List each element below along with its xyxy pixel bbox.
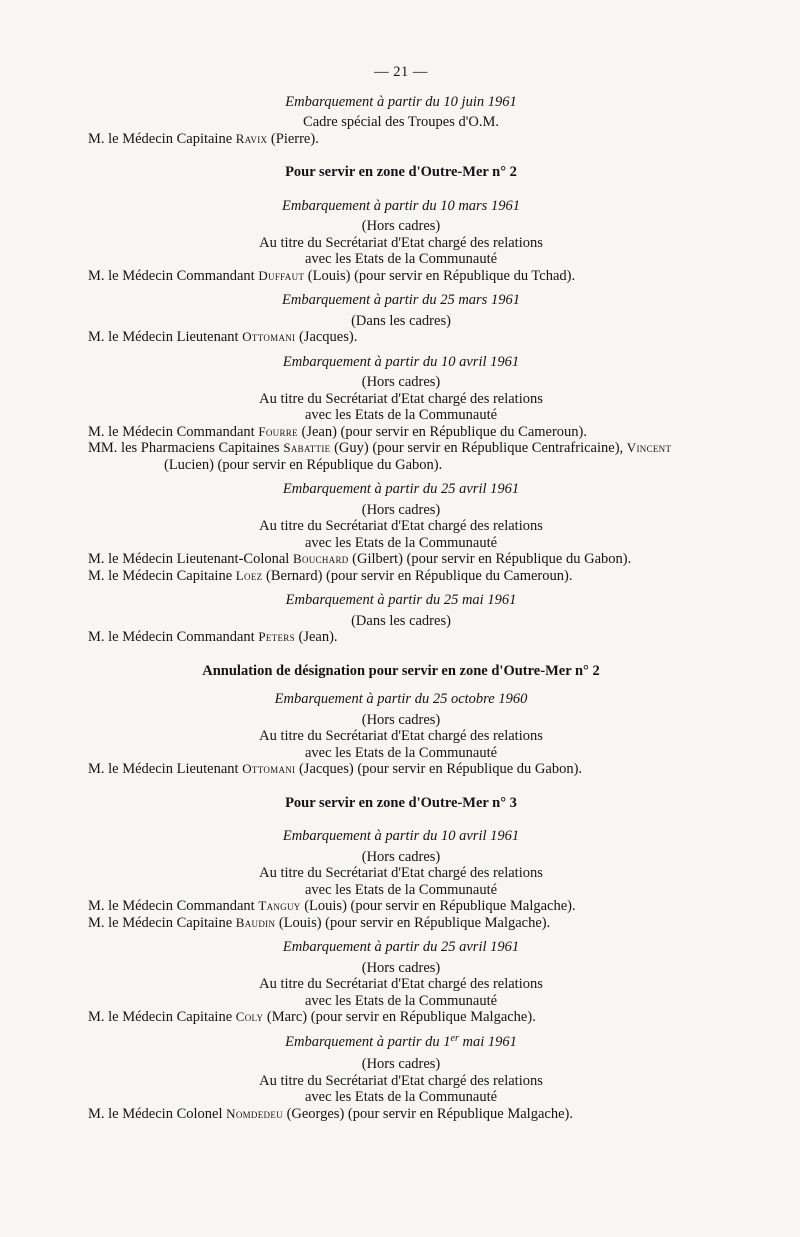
- personnel-entry: M. le Médecin Lieutenant Ottomani (Jacques) (pour servir en République du Gabon).: [88, 761, 583, 777]
- cadre-label: Cadre spécial des Troupes d'O.M.: [303, 114, 499, 130]
- personnel-entry: M. le Médecin Commandant Tanguy (Louis) (pour servir en République Malgache).: [88, 898, 576, 914]
- secretariat-line: Au titre du Secrétariat d'Etat chargé des relations: [259, 390, 543, 407]
- section-heading: Annulation de désignation pour servir en zone d'Outre-Mer n° 2: [202, 662, 600, 679]
- cadre-status: (Hors cadres): [361, 959, 441, 976]
- embarkation-heading: Embarquement à partir du 10 juin 1961: [285, 93, 517, 110]
- document-page: [88, 64, 714, 1122]
- embarkation-heading: Embarquement à partir du 10 mars 1961: [282, 197, 520, 214]
- cadre-status: (Hors cadres): [361, 374, 441, 390]
- surname: Ottomani: [242, 329, 296, 344]
- surname: Ravix: [235, 130, 268, 146]
- secretariat-line: Au titre du Secrétariat d'Etat chargé des relations: [259, 728, 543, 744]
- personnel-entry: M. le Médecin Commandant Duffaut (Louis) (pour servir en République du Tchad).: [88, 267, 576, 284]
- surname: Duffaut: [258, 267, 305, 283]
- embarkation-heading: Embarquement à partir du 25 avril 1961: [282, 481, 520, 497]
- personnel-entry: M. le Médecin Capitaine Ravix (Pierre).: [88, 130, 319, 147]
- personnel-entry: M. le Médecin Capitaine Loez (Bernard) (pour servir en République du Cameroun).: [88, 567, 573, 584]
- surname: Nomdedeu: [226, 1105, 283, 1121]
- communaute-line: avec les Etats de la Communauté: [304, 407, 498, 423]
- surname: Tanguy: [258, 898, 301, 913]
- cadre-status: (Hors cadres): [361, 711, 441, 728]
- communaute-line: avec les Etats de la Communauté: [304, 744, 498, 761]
- embarkation-heading: Embarquement à partir du 25 octobre 1960: [274, 691, 528, 707]
- personnel-entry: M. le Médecin Commandant Peters (Jean).: [88, 629, 338, 645]
- surname: Peters: [258, 629, 295, 644]
- embarkation-heading: Embarquement à partir du 10 avril 1961: [282, 353, 520, 370]
- secretariat-line: Au titre du Secrétariat d'Etat chargé des relations: [259, 976, 543, 992]
- communaute-line: avec les Etats de la Communauté: [304, 992, 498, 1009]
- cadre-status: (Dans les cadres): [351, 612, 451, 629]
- personnel-entry: M. le Médecin Capitaine Coly (Marc) (pour servir en République Malgache).: [88, 1009, 536, 1025]
- personnel-entry: M. le Médecin Colonel Nomdedeu (Georges) (pour servir en République Malgache).: [88, 1105, 573, 1122]
- cadre-status: (Dans les cadres): [351, 312, 451, 329]
- cadre-status: (Hors cadres): [361, 1056, 441, 1072]
- cadre-status: (Hors cadres): [361, 848, 441, 865]
- surname: Sabattie: [283, 440, 331, 455]
- embarkation-heading: Embarquement à partir du 1er mai 1961: [285, 1032, 517, 1050]
- surname: Ottomani: [242, 761, 296, 776]
- embarkation-heading: Embarquement à partir du 25 mars 1961: [282, 292, 520, 308]
- surname: Bouchard: [292, 551, 349, 566]
- surname: Fourre: [258, 423, 298, 439]
- communaute-line: avec les Etats de la Communauté: [304, 881, 498, 898]
- page-number: — 21 —: [374, 64, 428, 80]
- section-heading: Pour servir en zone d'Outre-Mer n° 3: [285, 794, 517, 811]
- personnel-entry: M. le Médecin Capitaine Baudin (Louis) (pour servir en République Malgache).: [88, 914, 551, 931]
- secretariat-line: Au titre du Secrétariat d'Etat chargé des relations: [259, 1072, 543, 1089]
- cadre-status: (Hors cadres): [361, 218, 441, 234]
- communaute-line: avec les Etats de la Communauté: [304, 534, 498, 551]
- surname: Vincent: [626, 440, 672, 455]
- personnel-entry: M. le Médecin Lieutenant-Colonal Bouchard (Gilbert) (pour servir en République du Gabon).: [88, 551, 632, 567]
- embarkation-heading: Embarquement à partir du 10 avril 1961: [282, 828, 520, 844]
- personnel-entry: M. le Médecin Lieutenant Ottomani (Jacques).: [88, 329, 358, 345]
- secretariat-line: Au titre du Secrétariat d'Etat chargé des relations: [259, 518, 543, 534]
- secretariat-line: Au titre du Secrétariat d'Etat chargé des relations: [259, 865, 543, 881]
- personnel-entry: M. le Médecin Commandant Fourre (Jean) (pour servir en République du Cameroun).: [88, 423, 587, 440]
- surname: Loez: [235, 567, 263, 583]
- surname: Coly: [235, 1009, 264, 1024]
- embarkation-heading: Embarquement à partir du 25 mai 1961: [285, 592, 517, 608]
- secretariat-line: Au titre du Secrétariat d'Etat chargé des relations: [259, 234, 543, 251]
- communaute-line: avec les Etats de la Communauté: [304, 1089, 498, 1105]
- embarkation-heading: Embarquement à partir du 25 avril 1961: [282, 939, 520, 955]
- cadre-status: (Hors cadres): [361, 501, 441, 518]
- section-heading: Pour servir en zone d'Outre-Mer n° 2: [285, 164, 517, 180]
- surname: Baudin: [235, 914, 276, 930]
- communaute-line: avec les Etats de la Communauté: [304, 251, 498, 267]
- personnel-entry: MM. les Pharmaciens Capitaines Sabattie (Guy) (pour servir en République Centrafricaine), Vincent (Lucien) (pour servir en République du Gabon).: [88, 440, 672, 473]
